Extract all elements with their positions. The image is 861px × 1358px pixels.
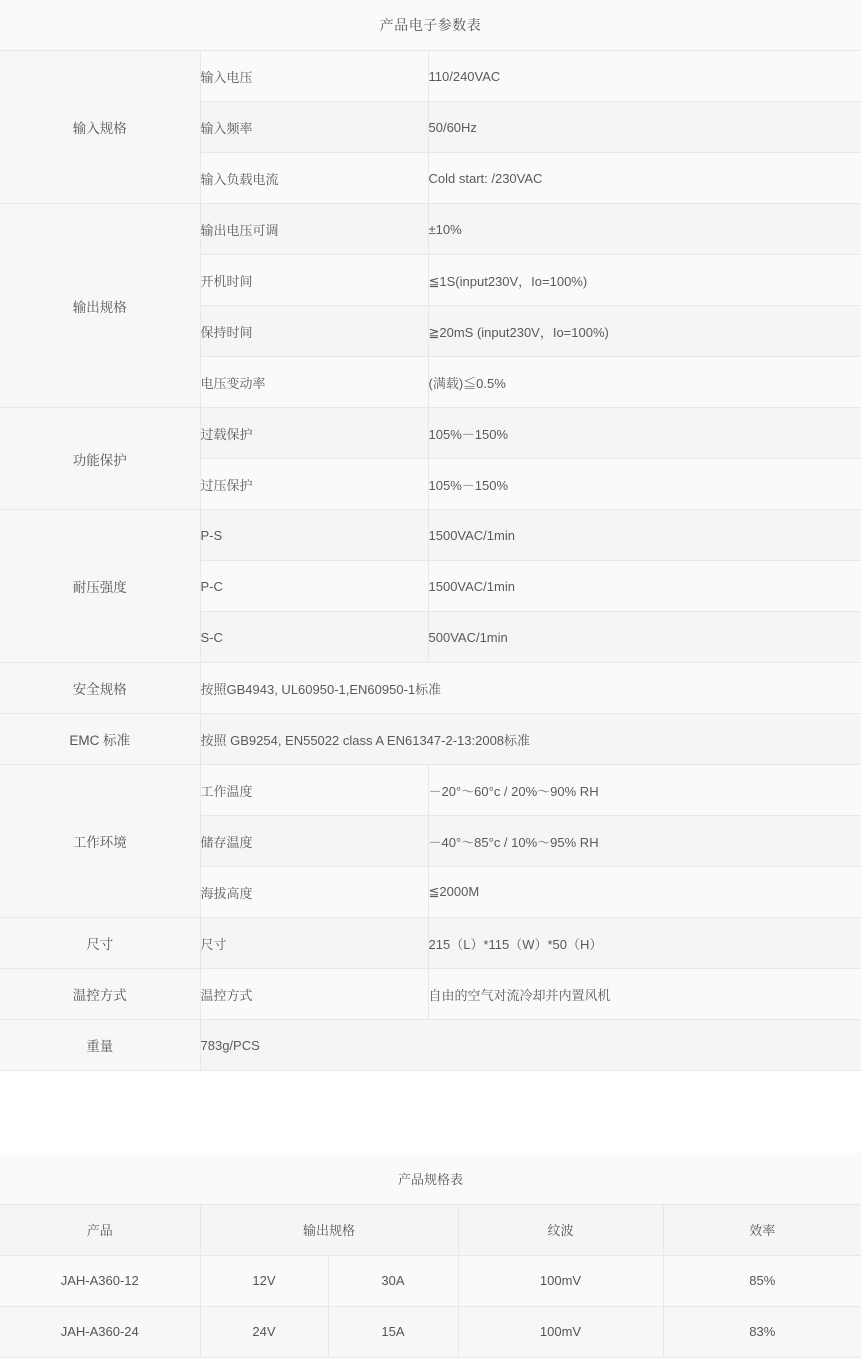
section-spacer (0, 1071, 861, 1153)
param-value: 105%－150% (428, 408, 861, 459)
param-value: －20°～60°c / 20%～90% RH (428, 765, 861, 816)
cell-ripple: 100mV (458, 1306, 663, 1357)
table-title-row (0, 0, 861, 51)
param-value: 50/60Hz (428, 102, 861, 153)
param-value: ≧20mS (input230V，Io=100%) (428, 306, 861, 357)
cell-current: 30A (328, 1255, 458, 1306)
table-row (0, 663, 861, 714)
param-label: 过压保护 (200, 459, 428, 510)
param-value: 105%－150% (428, 459, 861, 510)
cell-efficiency: 83% (663, 1306, 861, 1357)
cell-efficiency: 85% (663, 1255, 861, 1306)
cell-voltage: 12V (200, 1255, 328, 1306)
param-value: 500VAC/1min (428, 612, 861, 663)
column-header-product: 产品 (0, 1204, 200, 1255)
product-model-table (0, 1153, 861, 1358)
param-value: 215（L）*115（W）*50（H） (428, 918, 861, 969)
param-label: 海拔高度 (200, 867, 428, 918)
column-header-ripple: 纹波 (458, 1204, 663, 1255)
category-function-protection: 功能保护 (0, 408, 200, 510)
param-value: 110/240VAC (428, 51, 861, 102)
column-header-output: 输出规格 (200, 1204, 458, 1255)
param-label: 过载保护 (200, 408, 428, 459)
param-value: 按照GB4943, UL60950-1,EN60950-1标准 (200, 663, 861, 714)
table-row (0, 765, 861, 816)
param-label: 输入负载电流 (200, 153, 428, 204)
param-label: 输出电压可调 (200, 204, 428, 255)
table-row (0, 408, 861, 459)
param-value: ±10% (428, 204, 861, 255)
param-label: 输入频率 (200, 102, 428, 153)
category-weight: 重量 (0, 1020, 200, 1071)
param-value: ≦2000M (428, 867, 861, 918)
electronic-table-title: 产品电子参数表 (0, 0, 861, 51)
param-label: 储存温度 (200, 816, 428, 867)
param-label: S-C (200, 612, 428, 663)
param-label: 输入电压 (200, 51, 428, 102)
category-input-spec: 输入规格 (0, 51, 200, 204)
category-withstand-voltage: 耐压强度 (0, 510, 200, 663)
param-value: (满载)≦0.5% (428, 357, 861, 408)
table-title-row (0, 1153, 861, 1204)
table-row (0, 918, 861, 969)
param-value: 按照 GB9254, EN55022 class A EN61347-2-13:2008标准 (200, 714, 861, 765)
category-emc-standard: EMC 标准 (0, 714, 200, 765)
category-output-spec: 输出规格 (0, 204, 200, 408)
param-value: 1500VAC/1min (428, 561, 861, 612)
category-dimension: 尺寸 (0, 918, 200, 969)
param-label: 电压变动率 (200, 357, 428, 408)
table-row (0, 969, 861, 1020)
cell-current: 15A (328, 1306, 458, 1357)
cell-voltage: 24V (200, 1306, 328, 1357)
param-value: 1500VAC/1min (428, 510, 861, 561)
param-value: －40°～85°c / 10%～95% RH (428, 816, 861, 867)
cell-product: JAH-A360-24 (0, 1306, 200, 1357)
category-cooling-method: 温控方式 (0, 969, 200, 1020)
param-label: P-C (200, 561, 428, 612)
param-label: 温控方式 (200, 969, 428, 1020)
param-label: 保持时间 (200, 306, 428, 357)
cell-product: JAH-A360-12 (0, 1255, 200, 1306)
param-value: Cold start: /230VAC (428, 153, 861, 204)
table-row (0, 1020, 861, 1071)
category-safety-standard: 安全规格 (0, 663, 200, 714)
param-value: 自由的空气对流冷却并内置风机 (428, 969, 861, 1020)
param-label: 开机时间 (200, 255, 428, 306)
param-label: 工作温度 (200, 765, 428, 816)
param-value: ≦1S(input230V，Io=100%) (428, 255, 861, 306)
table-row (0, 1255, 861, 1306)
table-row (0, 204, 861, 255)
param-value: 783g/PCS (200, 1020, 861, 1071)
column-header-efficiency: 效率 (663, 1204, 861, 1255)
table-header-row (0, 1204, 861, 1255)
cell-ripple: 100mV (458, 1255, 663, 1306)
param-label: 尺寸 (200, 918, 428, 969)
model-table-title: 产品规格表 (0, 1153, 861, 1204)
param-label: P-S (200, 510, 428, 561)
category-operating-environment: 工作环境 (0, 765, 200, 918)
table-row (0, 51, 861, 102)
table-row (0, 714, 861, 765)
table-row (0, 510, 861, 561)
